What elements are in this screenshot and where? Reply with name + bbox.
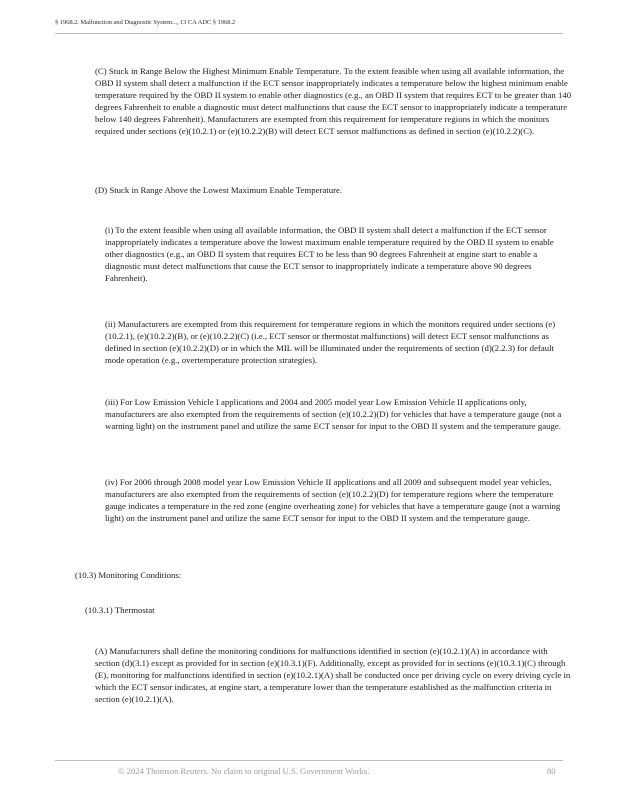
heading-monitoring-conditions: (10.3) Monitoring Conditions:: [75, 570, 182, 580]
paragraph-d-ii: (ii) Manufacturers are exempted from this requirement for temperature regions in which the monitors required under sections (e)(10.2.1), (e)(10.2.2)(B), or (e)(10.2.2)(C) (i.e., ECT sensor or thermostat malfunctions) will detect ECT sensor malfunctions as defined in section (e)(10.2.2)(D) or in which the MIL will be illuminated under the requirements of section (d)(2.2.3) for default mode operation (e.g., overtemperature protection strategies).: [105, 319, 556, 366]
footer-copyright: © 2024 Thomson Reuters. No claim to original U.S. Government Works.: [118, 766, 370, 776]
paragraph-d-i: (i) To the extent feasible when using all available information, the OBD II system shall detect a malfunction if the ECT sensor inappropriately indicates a temperature above the lowest maximum enable temperature required by the OBD II system to enable other diagnostics (e.g., an OBD II system that requires ECT to be less than 90 degrees Fahrenheit at engine start to enable a diagnostic must detect malfunctions that cause the ECT sensor to inappropriately indicate a temperature above 90 degrees Fahrenheit).: [105, 225, 554, 284]
page-number: 80: [547, 766, 556, 776]
paragraph-a-thermostat: (A) Manufacturers shall define the monitoring conditions for malfunctions identified in section (e)(10.2.1)(A) in accordance with section (d)(3.1) except as provided for in section (e)(10.3.1)(F). Additionally, except as provided for in sections (e)(10.3.1)(C) through (E), monitoring for malfunctions identified in section (e)(10.2.1)(A) shall be conducted once per driving cycle on every driving cycle in which the ECT sensor indicates, at engine start, a temperature lower than the temperature established as the malfunction criteria in section (e)(10.2.1)(A).: [95, 646, 571, 705]
paragraph-c-stuck-below: (C) Stuck in Range Below the Highest Minimum Enable Temperature. To the extent feasible when using all available information, the OBD II system shall detect a malfunction if the ECT sensor inappropriately indicates a temperature below the highest minimum enable temperature required by the OBD II system to enable other diagnostics (e.g., an OBD II system that requires ECT to be greater than 140 degrees Fahrenheit to enable a diagnostic must detect malfunctions that cause the ECT sensor to inappropriately indicate a temperature below 140 degrees Fahrenheit). Manufacturers are exempted from this requirement for temperature regions in which the monitors required under sections (e)(10.2.1) or (e)(10.2.2)(B) will detect ECT sensor malfunctions as defined in section (e)(10.2.2)(C).: [95, 66, 572, 137]
paragraph-d-iii: (iii) For Low Emission Vehicle I applications and 2004 and 2005 model year Low Emission Vehicle II applications only, manufacturers are also exempted from the requirements of section (e)(10.2.2)(D) for vehicles that have a temperature gauge (not a warning light) on the instrument panel and utilize the same ECT sensor for input to the OBD II system and the temperature gauge.: [105, 397, 562, 432]
header-rule: [55, 33, 563, 34]
paragraph-d-iv: (iv) For 2006 through 2008 model year Low Emission Vehicle II applications and all 2009 and subsequent model year vehicles, manufacturers are also exempted from the requirements of section (e)(10.2.2)(D) for temperature regions where the temperature gauge indicates a temperature in the red zone (engine overheating zone) for vehicles that have a temperature gauge (not a warning light) on the instrument panel and utilize the same ECT sensor for input to the OBD II system and the temperature gauge.: [105, 477, 561, 524]
running-head: § 1968.2. Malfunction and Diagnostic System..., 13 CA ADC § 1968.2: [55, 19, 236, 26]
footer-rule: [55, 760, 563, 761]
heading-thermostat: (10.3.1) Thermostat: [85, 605, 155, 615]
paragraph-d-stuck-above: (D) Stuck in Range Above the Lowest Maximum Enable Temperature.: [95, 185, 343, 195]
